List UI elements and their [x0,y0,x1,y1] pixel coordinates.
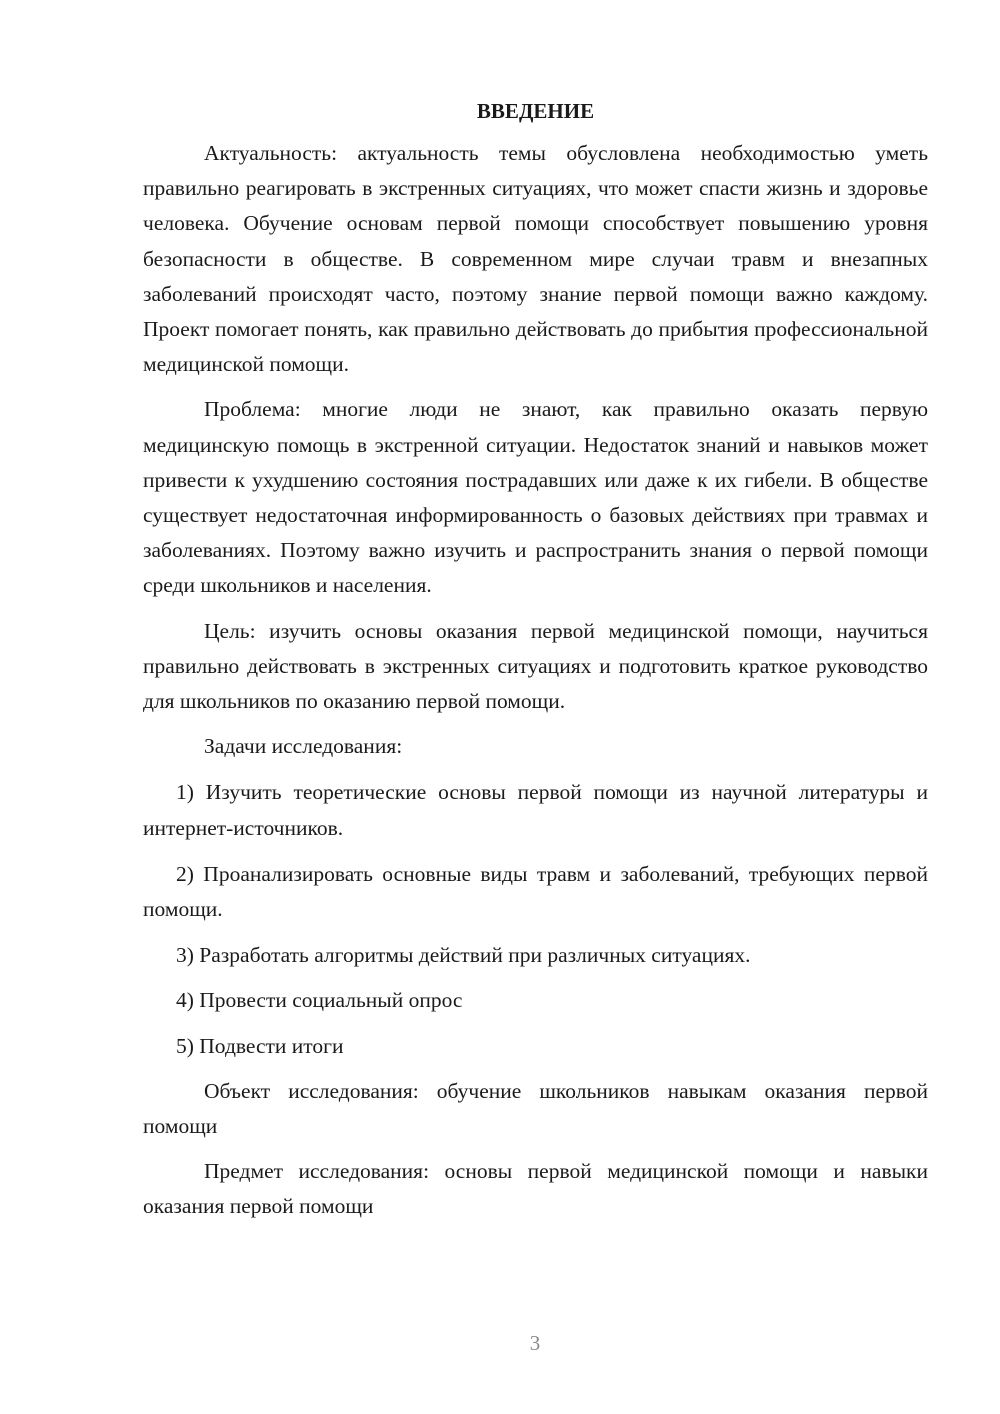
task-item-1: 1) Изучить теоретические основы первой помощи из научной литературы и интернет-источников. [143,780,928,840]
task-item-5: 5) Подвести итоги [176,1033,344,1058]
paragraph-relevance: Актуальность: актуальность темы обусловлена необходимостью уметь правильно реагировать в экстренных ситуациях, что может спасти жизнь и здоровье человека. Обучение основам первой помощи способствует повышению уровня безопасности в обществе. В современном мире случаи травм и внезапных заболеваний происходят часто, поэтому знание первой помощи важно каждому. Проект помогает понять, как правильно действовать до прибытия профессиональной медицинской помощи. [143,141,928,377]
page-number: 3 [529,1331,541,1355]
paragraph-subject: Предмет исследования: основы первой медицинской помощи и навыки оказания первой помощи [143,1159,928,1219]
task-item-2: 2) Проанализировать основные виды травм и заболеваний, требующих первой помощи. [143,861,928,922]
paragraph-problem: Проблема: многие люди не знают, как правильно оказать первую медицинскую помощь в экстренной ситуации. Недостаток знаний и навыков может привести к ухудшению состояния пострадавших или даже к их гибели. В обществе существует недостаточная информированность о базовых действиях при травмах и заболеваниях. Поэтому важно изучить и распространить знания о первой помощи среди школьников и населения. [143,397,928,598]
task-item-4: 4) Провести социальный опрос [176,988,463,1013]
section-title: ВВЕДЕНИЕ [476,99,595,123]
document-page [143,96,928,1235]
paragraph-goal: Цель: изучить основы оказания первой медицинской помощи, научиться правильно действовать в экстренных ситуациях и подготовить краткое руководство для школьников по оказанию первой помощи. [143,618,928,714]
task-item-3: 3) Разработать алгоритмы действий при различных ситуациях. [176,943,751,968]
tasks-heading: Задачи исследования: [204,734,403,759]
paragraph-object: Объект исследования: обучение школьников навыкам оказания первой помощи [143,1078,928,1139]
